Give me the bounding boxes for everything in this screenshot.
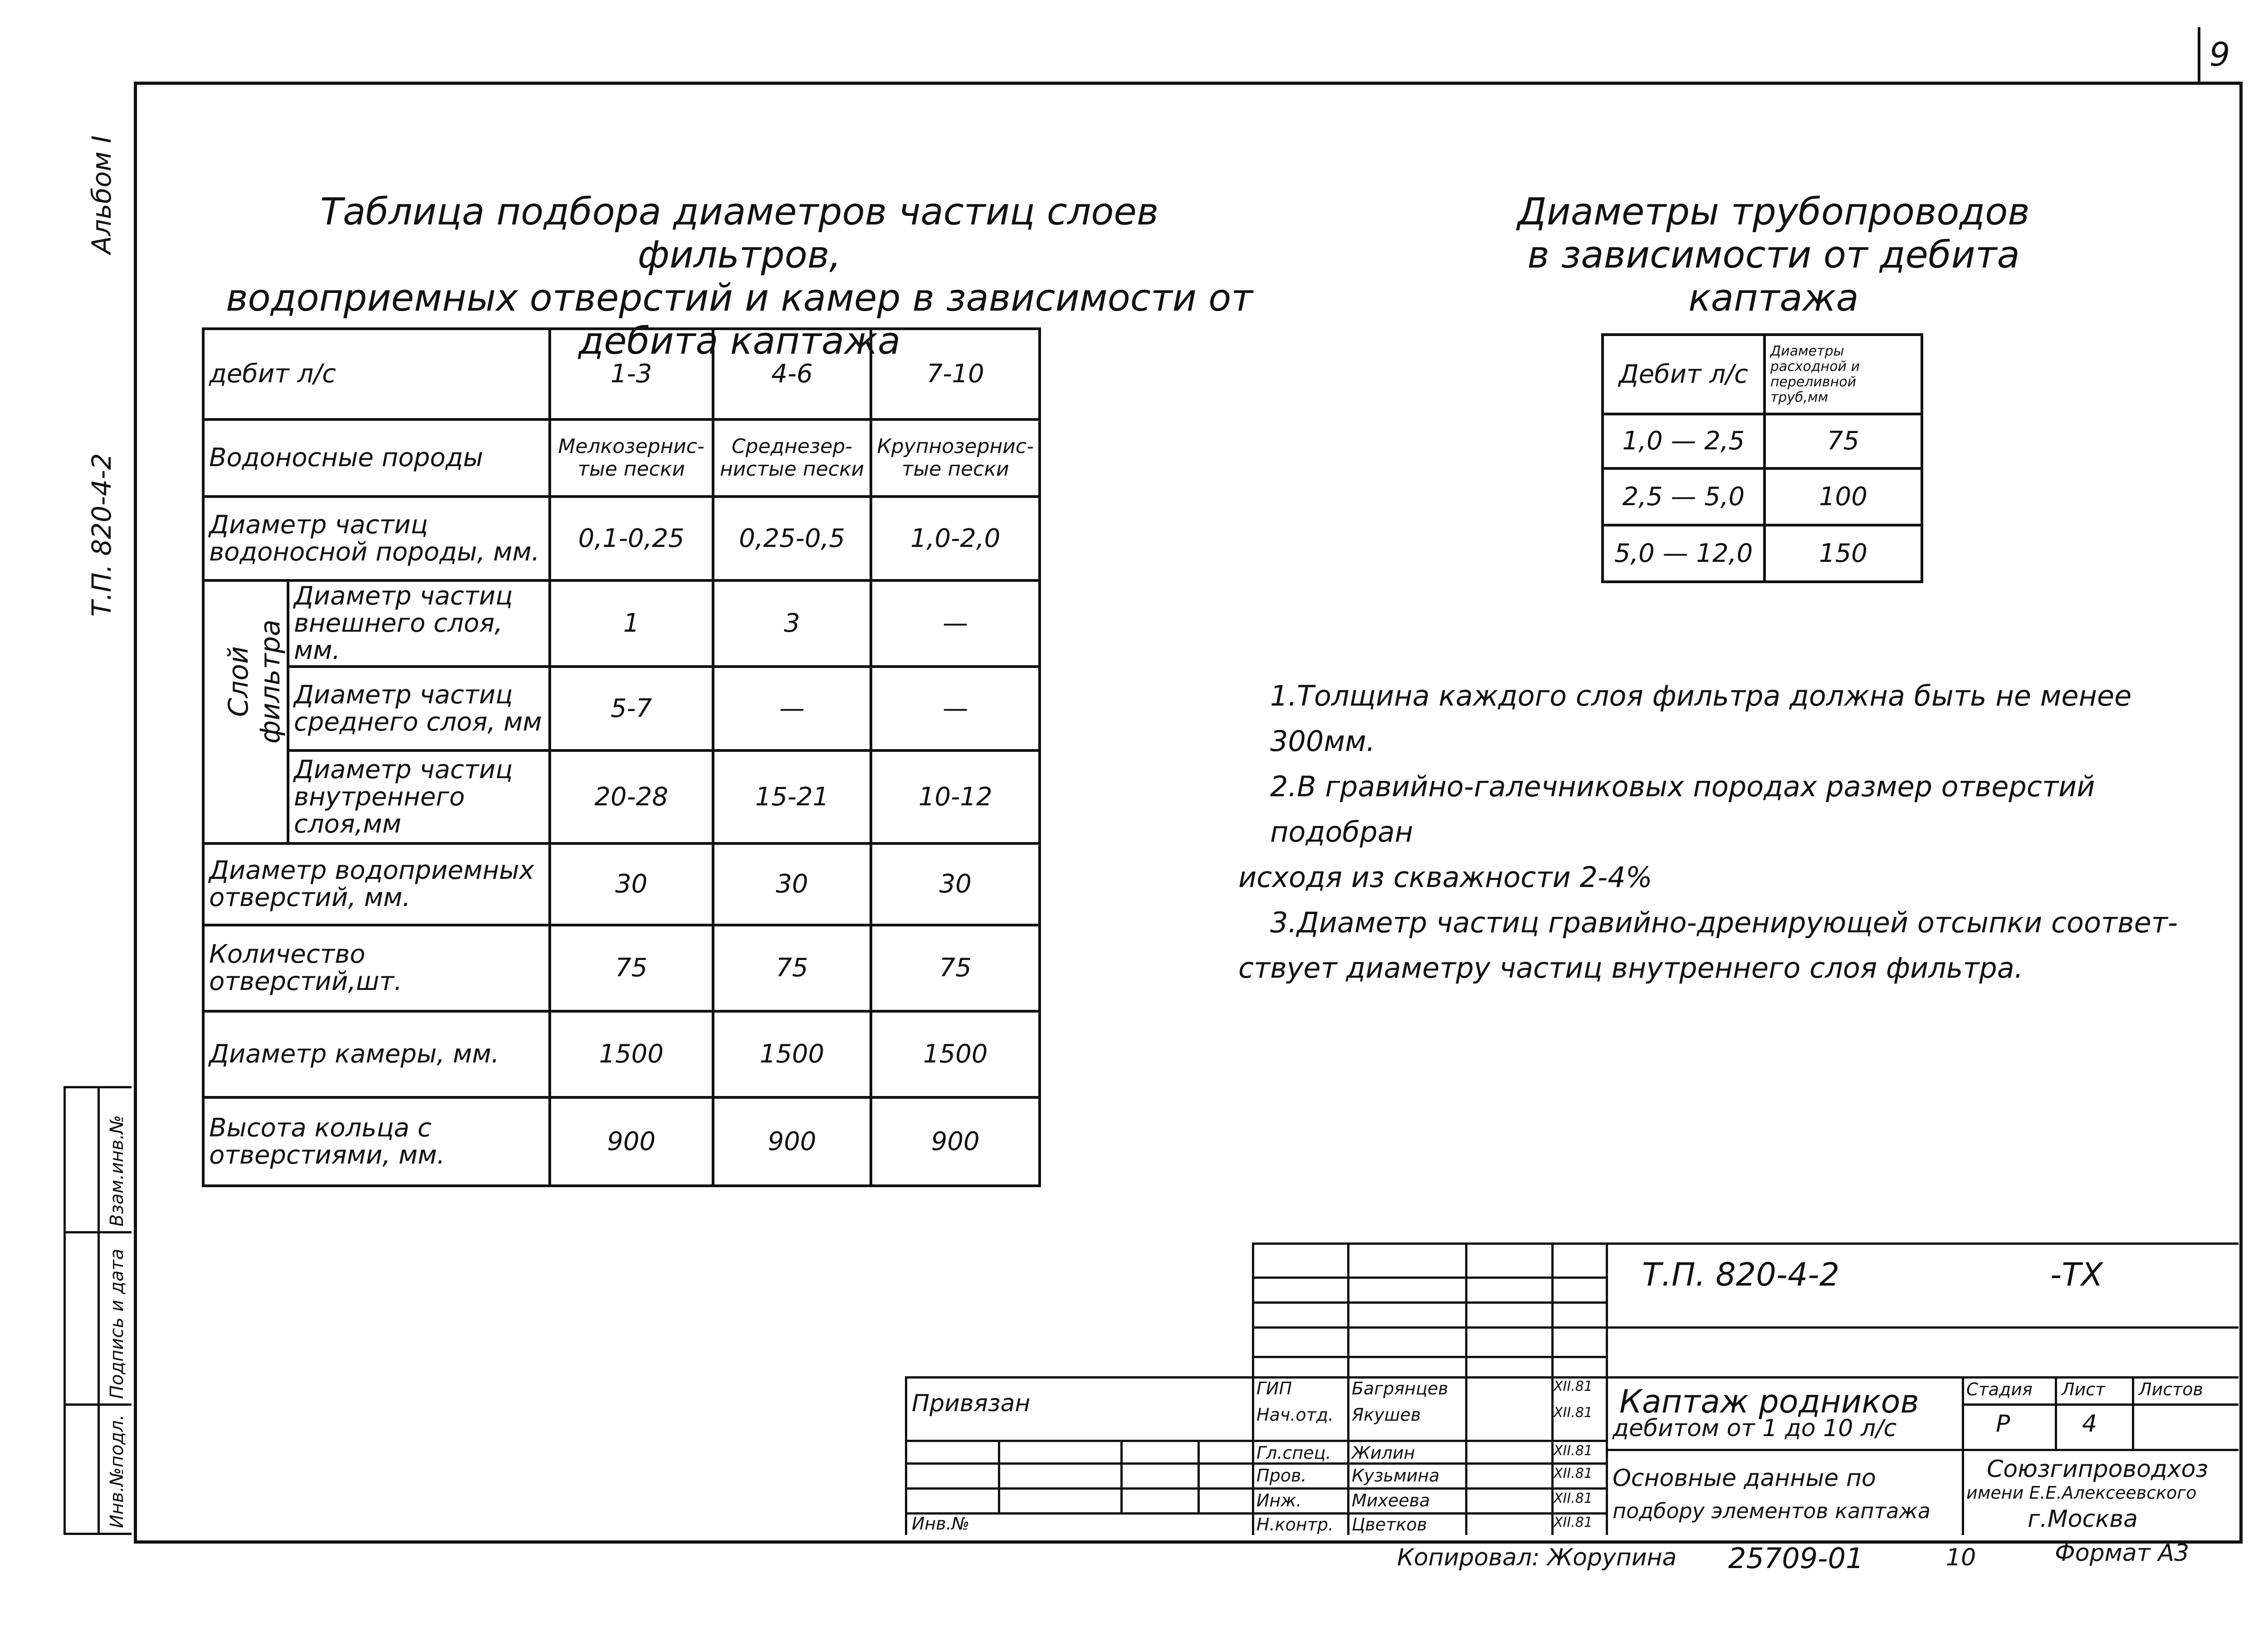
org-line1: Союзгипроводхоз (1987, 1456, 2209, 1483)
note-2-cont: исходя из скважности 2-4% (1238, 861, 1652, 894)
table-cell: 1 (550, 580, 713, 667)
table2-title-line1: Диаметры трубопроводов (1517, 190, 2030, 234)
note-3: 3.Диаметр частиц гравийно-дренирующей отсыпки соответ- (1270, 906, 2178, 939)
name-head: Якушев (1352, 1405, 1421, 1425)
list-value: 4 (2082, 1410, 2097, 1437)
table-row (203, 1011, 1040, 1097)
count-label: Количество отверстий,шт. (203, 925, 550, 1011)
name-control: Цветков (1352, 1515, 1427, 1535)
outer-layer-label: Диаметр частиц внешнего слоя, мм. (288, 580, 550, 667)
name-engineer: Михеева (1352, 1491, 1430, 1510)
holes-label: Диаметр водоприемных отверстий, мм. (203, 843, 550, 925)
table-cell: Крупнозернис-тые пески (871, 419, 1040, 497)
table-cell: 1,0-2,0 (871, 497, 1040, 580)
sheet-title-line2: подбору элементов каптажа (1613, 1499, 1931, 1523)
table-cell: — (713, 667, 871, 750)
debit-header: дебит л/с (203, 329, 550, 419)
privyazan-label: Привязан (912, 1390, 1031, 1417)
table-cell: Мелкозернис-тые пески (550, 419, 713, 497)
object-line2: дебитом от 1 до 10 л/с (1613, 1415, 1897, 1442)
page-number: 9 (2209, 35, 2230, 73)
table2-title (1506, 190, 2041, 320)
debit-7-10: 7-10 (871, 329, 1040, 419)
pipe-diameter-table (1601, 333, 1923, 583)
inv-no-label: Инв.№ (912, 1514, 970, 1534)
archive-sheet: 10 (1946, 1544, 1976, 1571)
table-cell: 20-28 (550, 750, 713, 843)
table-cell: 15-21 (713, 750, 871, 843)
table-cell: 100 (1765, 468, 1922, 525)
table-row (1603, 525, 1922, 582)
table-cell: 75 (713, 925, 871, 1011)
table-row (1603, 414, 1922, 468)
notes-block (1238, 673, 2227, 991)
filter-group-cell (203, 580, 288, 843)
name-gip: Багрянцев (1352, 1379, 1448, 1398)
vzam-inv-label: Взам.инв.№ (107, 1115, 127, 1227)
table-cell: 30 (713, 843, 871, 925)
table-row (203, 497, 1040, 580)
table1-title-line2: водоприемных отверстий и камер в зависимости от (226, 277, 1253, 320)
table-cell: 5-7 (550, 667, 713, 750)
debit-column-header: Дебит л/с (1603, 335, 1765, 414)
date-gip: XII.81 (1554, 1379, 1593, 1394)
table-row (203, 1097, 1040, 1186)
table-cell: 1500 (871, 1011, 1040, 1097)
table2-title-line2: в зависимости от дебита (1527, 234, 2020, 277)
sheet-title-line1: Основные данные по (1613, 1465, 1876, 1492)
table-cell: 5,0 — 12,0 (1603, 525, 1765, 582)
org-line3: г.Москва (2028, 1505, 2138, 1533)
table-cell: 75 (871, 925, 1040, 1011)
middle-layer-label: Диаметр частиц среднего слоя, мм (288, 667, 550, 750)
date-chief: XII.81 (1554, 1443, 1593, 1459)
date-checked: XII.81 (1554, 1466, 1593, 1481)
table-row (203, 419, 1040, 497)
filter-group-label: Слой фильтра (223, 619, 286, 744)
side-project-code: Т.П. 820-4-2 (86, 453, 117, 617)
table-cell: 900 (713, 1097, 871, 1186)
table-cell: 900 (550, 1097, 713, 1186)
particle-label: Диаметр частиц водоносной породы, мм. (203, 497, 550, 580)
table-row (1603, 335, 1922, 414)
table-cell: 75 (1765, 414, 1922, 468)
table-cell: 1,0 — 2,5 (1603, 414, 1765, 468)
name-chief: Жилин (1352, 1443, 1415, 1463)
lists-header: Листов (2139, 1379, 2203, 1399)
note-3-cont: ствует диаметру частиц внутреннего слоя фильтра. (1238, 951, 2024, 984)
signature-date-label: Подпись и дата (107, 1248, 127, 1399)
role-gip: ГИП (1256, 1379, 1292, 1398)
debit-4-6: 4-6 (713, 329, 871, 419)
table-row (203, 750, 1040, 843)
ring-label: Высота кольца с отверстиями, мм. (203, 1097, 550, 1186)
date-control: XII.81 (1554, 1515, 1593, 1530)
doc-code: Т.П. 820-4-2 (1642, 1256, 1840, 1293)
stage-value: Р (1996, 1410, 2010, 1437)
name-checked: Кузьмина (1352, 1466, 1440, 1486)
format-label: Формат А3 (2055, 1540, 2190, 1567)
table-cell: 0,1-0,25 (550, 497, 713, 580)
table-cell: 30 (550, 843, 713, 925)
note-1: 1.Толщина каждого слоя фильтра должна быть не менее 300мм. (1270, 679, 2132, 758)
role-chief: Гл.спец. (1256, 1443, 1331, 1463)
table-cell: 0,25-0,5 (713, 497, 871, 580)
debit-1-3: 1-3 (550, 329, 713, 419)
rocks-label: Водоносные породы (203, 419, 550, 497)
role-engineer: Инж. (1256, 1491, 1302, 1510)
table-cell: 1500 (713, 1011, 871, 1097)
table-row (203, 329, 1040, 419)
archive-number: 25709-01 (1728, 1542, 1864, 1575)
role-head: Нач.отд. (1256, 1405, 1334, 1425)
table-cell: Среднезер-нистые пески (713, 419, 871, 497)
diameter-column-header: Диаметры расходной и переливной труб,мм (1765, 335, 1922, 414)
org-line2: имени Е.Е.Алексеевского (1966, 1483, 2197, 1503)
table-cell: 900 (871, 1097, 1040, 1186)
table-row (203, 925, 1040, 1011)
inner-layer-label: Диаметр частиц внутреннего слоя,мм (288, 750, 550, 843)
table-cell: 75 (550, 925, 713, 1011)
chamber-label: Диаметр камеры, мм. (203, 1011, 550, 1097)
table-cell: 2,5 — 5,0 (1603, 468, 1765, 525)
table-row (203, 580, 1040, 667)
inv-podl-label: Инв.№подл. (107, 1414, 127, 1528)
table-cell: 10-12 (871, 750, 1040, 843)
date-engineer: XII.81 (1554, 1491, 1593, 1506)
list-header: Лист (2062, 1379, 2106, 1399)
copied-by: Копировал: Жорупина (1397, 1544, 1677, 1571)
table1-title-line1: Таблица подбора диаметров частиц слоев фильтров, (320, 190, 1159, 277)
table-cell: 30 (871, 843, 1040, 925)
table-cell: — (871, 667, 1040, 750)
table-cell: 150 (1765, 525, 1922, 582)
table-row (203, 843, 1040, 925)
table-cell: — (871, 580, 1040, 667)
role-checked: Пров. (1256, 1466, 1307, 1486)
filter-selection-table (202, 327, 1041, 1187)
note-2: 2.В гравийно-галечниковых породах размер отверстий подобран (1270, 770, 2095, 848)
date-head: XII.81 (1554, 1405, 1593, 1421)
table-row (203, 667, 1040, 750)
table-cell: 3 (713, 580, 871, 667)
role-control: Н.контр. (1256, 1515, 1334, 1535)
left-approval-strip (64, 1086, 132, 1535)
stage-header: Стадия (1966, 1379, 2033, 1399)
doc-suffix: -ТХ (2050, 1256, 2103, 1293)
table1-title-line3: дебита каптажа (578, 320, 901, 363)
object-line1: Каптаж родников (1619, 1383, 1919, 1420)
page-number-box (2198, 27, 2239, 84)
table2-title-line3: каптажа (1688, 277, 1859, 320)
table-row (1603, 468, 1922, 525)
album-label: Альбом I (86, 135, 117, 254)
table-cell: 1500 (550, 1011, 713, 1097)
